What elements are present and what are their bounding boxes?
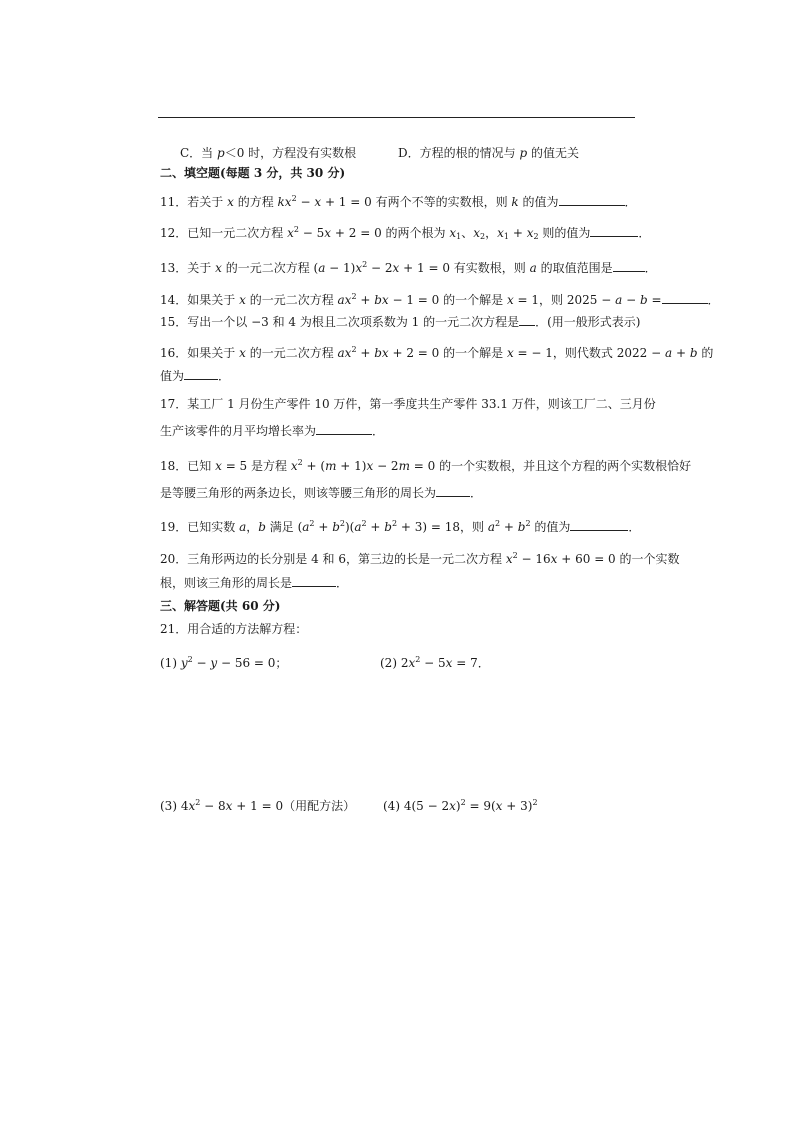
question-13: 13．关于 x 的一元二次方程 $(a - 1)x^2 - 2x + 1 = 0$ 有实数根，则 a 的取值范围是 ． [160, 260, 657, 275]
question-16-continued: 值为 ． [160, 369, 231, 383]
question-18-continued: 是等腰三角形的两条边长，则该等腰三角形的周长为 ． [160, 486, 483, 500]
question-14: 14．如果关于 x 的一元二次方程 $ax^2$ + bx − 1 = 0 的一个解是 x = 1，则 2025 − a − b = ． [160, 292, 720, 307]
answer-blank[interactable] [559, 194, 625, 206]
question-20-continued: 根，则该三角形的周长是 ． [160, 576, 349, 590]
answer-blank[interactable] [519, 314, 535, 326]
answer-blank[interactable] [590, 225, 638, 237]
option-d: D．方程的根的情况与 p 的值无关 [398, 146, 579, 160]
answer-blank[interactable] [316, 423, 372, 435]
question-12: 12．已知一元二次方程 $x^2 - 5x + 2 = 0$ 的两个根为 $x_1$、$x_2$，$x_1 + x_2$ 则的值为 ． [160, 225, 651, 241]
answer-blank[interactable] [292, 575, 336, 587]
problem-2: (2) $2x^2 - 5x = 7$． [380, 655, 490, 670]
header-rule [158, 117, 635, 118]
answer-blank[interactable] [613, 260, 645, 272]
option-c: C．当 p＜0 时，方程没有实数根 [180, 146, 357, 160]
answer-blank[interactable] [570, 519, 628, 531]
question-17: 17．某工厂 1 月份生产零件 10 万件，第一季度共生产零件 33.1 万件，则该工厂二、三月份 [160, 397, 656, 411]
problem-3: (3) $4x^2 - 8x + 1 = 0$（用配方法） [160, 798, 356, 813]
answer-blank[interactable] [662, 292, 708, 304]
section-fill-in-title: 二、填空题(每题 3 分，共 30 分) [160, 166, 346, 180]
question-15: 15．写出一个以 −3 和 4 为根且二次项系数为 1 的一元二次方程是 ．(用一般形式表示) [160, 315, 641, 329]
problem-4: (4) $4(5 - 2x)^2 = 9(x + 3)^2$ [383, 798, 538, 813]
question-17-continued: 生产该零件的月平均增长率为 ． [160, 424, 385, 438]
question-21: 21．用合适的方法解方程： [160, 622, 308, 636]
question-16: 16．如果关于 x 的一元二次方程 $ax^2$ + bx + 2 = 0 的一个解是 x = − 1，则代数式 2022 − a + b 的 [160, 345, 714, 360]
problem-1: (1) $y^2 - y - 56 = 0$； [160, 655, 288, 670]
question-20: 20．三角形两边的长分别是 4 和 6，第三边的长是一元二次方程 $x^2 - 16x + 60 = 0$ 的一个实数 [160, 551, 680, 566]
question-19: 19．已知实数 a，b 满足 $(a^2 + b^2)(a^2 + b^2 + 3) = 18$，则 $a^2 + b^2$ 的值为 ． [160, 519, 641, 534]
question-11: 11．若关于 x 的方程 $kx^2 - x + 1 = 0$ 有两个不等的实数根，则 k 的值为 ． [160, 194, 637, 209]
question-18: 18．已知 x = 5 是方程 $x^2 + (m + 1)x - 2m = 0$ 的一个实数根，并且这个方程的两个实数根恰好 [160, 458, 692, 473]
answer-blank[interactable] [436, 485, 470, 497]
section-solve-title: 三、解答题(共 60 分) [160, 599, 281, 613]
answer-blank[interactable] [184, 368, 218, 380]
